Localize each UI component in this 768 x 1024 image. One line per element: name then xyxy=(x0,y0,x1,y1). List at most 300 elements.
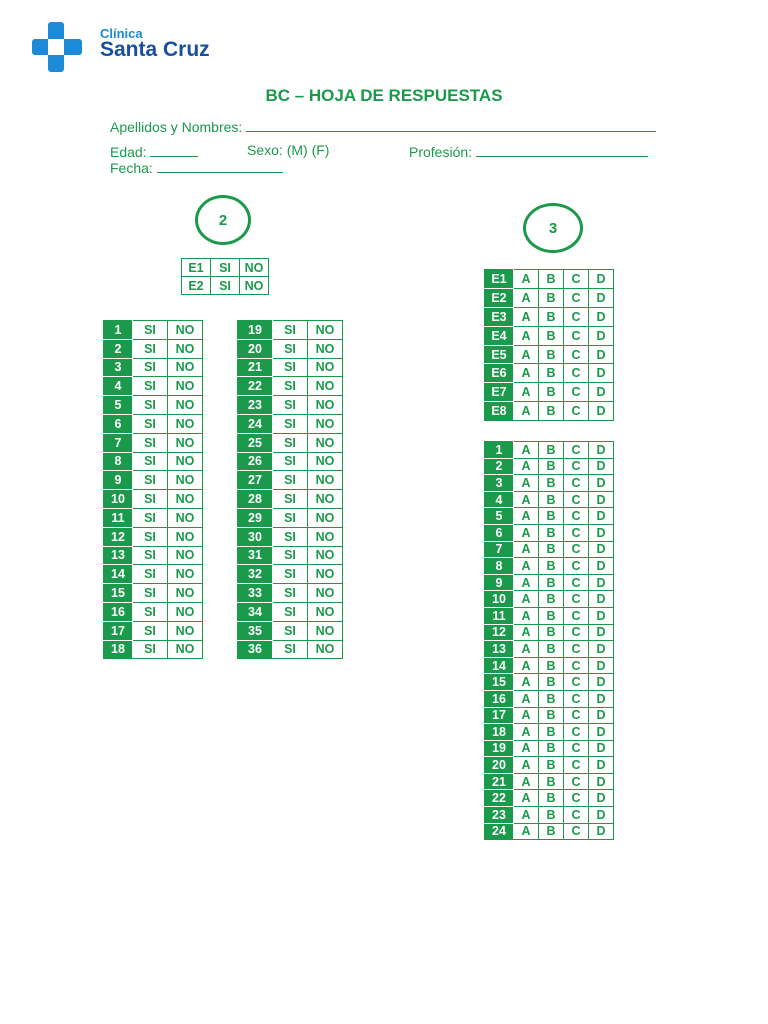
answer-option-c[interactable]: C xyxy=(564,458,589,475)
answer-row xyxy=(485,757,614,774)
answer-option-no[interactable]: NO xyxy=(308,396,343,415)
answer-row xyxy=(485,307,614,326)
answer-option-no[interactable]: NO xyxy=(168,584,203,603)
answer-option-c[interactable]: C xyxy=(564,491,589,508)
answer-option-b[interactable]: B xyxy=(539,740,564,757)
answer-row xyxy=(238,433,343,452)
answer-option-c[interactable]: C xyxy=(564,757,589,774)
answer-option-a[interactable]: A xyxy=(514,558,539,575)
answer-option-no[interactable]: NO xyxy=(308,508,343,527)
answer-option-b[interactable]: B xyxy=(539,541,564,558)
answer-option-d[interactable]: D xyxy=(589,364,614,383)
answer-option-b[interactable]: B xyxy=(539,690,564,707)
answer-option-a[interactable]: A xyxy=(514,607,539,624)
answer-option-b[interactable]: B xyxy=(539,607,564,624)
question-number: 8 xyxy=(485,558,514,575)
answer-option-c[interactable]: C xyxy=(564,607,589,624)
answer-option-b[interactable]: B xyxy=(539,724,564,741)
answer-option-si[interactable]: SI xyxy=(133,527,168,546)
answer-option-c[interactable]: C xyxy=(564,508,589,525)
answer-option-no[interactable]: NO xyxy=(308,321,343,340)
answer-row xyxy=(238,452,343,471)
answer-option-si[interactable]: SI xyxy=(133,565,168,584)
question-number: 7 xyxy=(485,541,514,558)
answer-option-d[interactable]: D xyxy=(589,823,614,840)
sexo-field[interactable] xyxy=(247,142,329,158)
answer-option-b[interactable]: B xyxy=(539,307,564,326)
question-number: E1 xyxy=(182,259,211,277)
fecha-field[interactable] xyxy=(110,158,283,176)
question-number: 11 xyxy=(485,607,514,624)
answer-row xyxy=(182,277,269,295)
answer-option-no[interactable]: NO xyxy=(168,414,203,433)
question-number: 9 xyxy=(485,574,514,591)
section-2-marker: 2 xyxy=(195,195,251,245)
question-number: 33 xyxy=(238,584,273,603)
answer-option-c[interactable]: C xyxy=(564,345,589,364)
answer-option-a[interactable]: A xyxy=(514,674,539,691)
fecha-label: Fecha: xyxy=(110,160,153,176)
answer-option-b[interactable]: B xyxy=(539,790,564,807)
answer-option-si[interactable]: SI xyxy=(133,414,168,433)
answer-option-b[interactable]: B xyxy=(539,773,564,790)
section-2-col2-table xyxy=(237,320,343,659)
answer-option-b[interactable]: B xyxy=(539,288,564,307)
answer-option-a[interactable]: A xyxy=(514,458,539,475)
answer-option-no[interactable]: NO xyxy=(168,527,203,546)
answer-row xyxy=(238,565,343,584)
question-number: 30 xyxy=(238,527,273,546)
answer-option-c[interactable]: C xyxy=(564,288,589,307)
answer-option-c[interactable]: C xyxy=(564,541,589,558)
answer-option-si[interactable]: SI xyxy=(133,452,168,471)
answer-row xyxy=(485,442,614,459)
answer-option-no[interactable]: NO xyxy=(308,490,343,509)
answer-option-c[interactable]: C xyxy=(564,657,589,674)
answer-option-c[interactable]: C xyxy=(564,558,589,575)
answer-option-b[interactable]: B xyxy=(539,383,564,402)
answer-option-si[interactable]: SI xyxy=(273,640,308,659)
answer-option-d[interactable]: D xyxy=(589,690,614,707)
answer-row xyxy=(238,377,343,396)
answer-option-d[interactable]: D xyxy=(589,740,614,757)
answer-option-si[interactable]: SI xyxy=(133,377,168,396)
nombres-field[interactable] xyxy=(110,117,656,135)
answer-option-a[interactable]: A xyxy=(514,270,539,289)
answer-row xyxy=(485,607,614,624)
answer-option-d[interactable]: D xyxy=(589,657,614,674)
fecha-line[interactable] xyxy=(157,158,283,173)
answer-option-si[interactable]: SI xyxy=(273,377,308,396)
answer-option-d[interactable]: D xyxy=(589,326,614,345)
answer-option-d[interactable]: D xyxy=(589,558,614,575)
answer-option-c[interactable]: C xyxy=(564,773,589,790)
question-number: 16 xyxy=(485,690,514,707)
answer-option-a[interactable]: A xyxy=(514,724,539,741)
question-number: 31 xyxy=(238,546,273,565)
answer-option-a[interactable]: A xyxy=(514,641,539,658)
answer-option-si[interactable]: SI xyxy=(211,277,240,295)
answer-option-no[interactable]: NO xyxy=(308,471,343,490)
answer-option-b[interactable]: B xyxy=(539,270,564,289)
answer-option-si[interactable]: SI xyxy=(133,321,168,340)
question-number: 18 xyxy=(485,724,514,741)
section-2-examples-table xyxy=(181,258,269,295)
answer-option-a[interactable]: A xyxy=(514,757,539,774)
question-number: 4 xyxy=(485,491,514,508)
answer-row xyxy=(485,740,614,757)
answer-option-a[interactable]: A xyxy=(514,773,539,790)
answer-option-no[interactable]: NO xyxy=(308,527,343,546)
answer-option-no[interactable]: NO xyxy=(168,640,203,659)
question-number: 12 xyxy=(485,624,514,641)
answer-option-si[interactable]: SI xyxy=(273,546,308,565)
answer-row xyxy=(238,358,343,377)
answer-option-si[interactable]: SI xyxy=(133,339,168,358)
answer-option-a[interactable]: A xyxy=(514,807,539,824)
answer-option-d[interactable]: D xyxy=(589,624,614,641)
answer-option-b[interactable]: B xyxy=(539,524,564,541)
answer-row xyxy=(238,471,343,490)
answer-row xyxy=(485,458,614,475)
question-number: 36 xyxy=(238,640,273,659)
question-number: 15 xyxy=(485,674,514,691)
question-number: 4 xyxy=(104,377,133,396)
answer-option-b[interactable]: B xyxy=(539,574,564,591)
answer-row xyxy=(238,414,343,433)
answer-option-c[interactable]: C xyxy=(564,807,589,824)
answer-option-no[interactable]: NO xyxy=(168,471,203,490)
answer-row xyxy=(104,452,203,471)
answer-option-si[interactable]: SI xyxy=(273,358,308,377)
answer-option-a[interactable]: A xyxy=(514,740,539,757)
answer-option-no[interactable]: NO xyxy=(240,259,269,277)
answer-option-si[interactable]: SI xyxy=(273,584,308,603)
answer-row xyxy=(104,602,203,621)
answer-row xyxy=(485,326,614,345)
question-number: 11 xyxy=(104,508,133,527)
answer-option-c[interactable]: C xyxy=(564,707,589,724)
answer-option-no[interactable]: NO xyxy=(308,602,343,621)
answer-option-no[interactable]: NO xyxy=(308,339,343,358)
answer-option-a[interactable]: A xyxy=(514,442,539,459)
answer-option-d[interactable]: D xyxy=(589,674,614,691)
answer-option-a[interactable]: A xyxy=(514,326,539,345)
question-number: 19 xyxy=(238,321,273,340)
question-number: 9 xyxy=(104,471,133,490)
answer-option-b[interactable]: B xyxy=(539,707,564,724)
answer-option-b[interactable]: B xyxy=(539,442,564,459)
answer-option-a[interactable]: A xyxy=(514,707,539,724)
answer-option-d[interactable]: D xyxy=(589,541,614,558)
section-2-col1-table xyxy=(103,320,203,659)
answer-option-d[interactable]: D xyxy=(589,458,614,475)
answer-option-no[interactable]: NO xyxy=(308,584,343,603)
answer-option-si[interactable]: SI xyxy=(273,621,308,640)
answer-option-d[interactable]: D xyxy=(589,270,614,289)
answer-option-d[interactable]: D xyxy=(589,475,614,492)
answer-option-d[interactable]: D xyxy=(589,288,614,307)
answer-option-a[interactable]: A xyxy=(514,574,539,591)
question-number: 22 xyxy=(238,377,273,396)
answer-row xyxy=(485,641,614,658)
answer-option-si[interactable]: SI xyxy=(133,584,168,603)
profesion-line[interactable] xyxy=(476,142,648,157)
answer-option-no[interactable]: NO xyxy=(168,377,203,396)
question-number: 22 xyxy=(485,790,514,807)
answer-option-d[interactable]: D xyxy=(589,757,614,774)
answer-option-no[interactable]: NO xyxy=(168,396,203,415)
answer-option-no[interactable]: NO xyxy=(240,277,269,295)
question-number: 2 xyxy=(485,458,514,475)
answer-option-b[interactable]: B xyxy=(539,807,564,824)
answer-row xyxy=(485,491,614,508)
question-number: 5 xyxy=(104,396,133,415)
answer-option-si[interactable]: SI xyxy=(133,358,168,377)
answer-option-a[interactable]: A xyxy=(514,307,539,326)
answer-option-d[interactable]: D xyxy=(589,307,614,326)
answer-option-a[interactable]: A xyxy=(514,690,539,707)
answer-option-no[interactable]: NO xyxy=(308,640,343,659)
question-number: 27 xyxy=(238,471,273,490)
answer-option-c[interactable]: C xyxy=(564,270,589,289)
answer-option-c[interactable]: C xyxy=(564,402,589,421)
answer-row xyxy=(104,640,203,659)
answer-option-si[interactable]: SI xyxy=(133,640,168,659)
answer-option-d[interactable]: D xyxy=(589,402,614,421)
question-number: 20 xyxy=(485,757,514,774)
answer-option-c[interactable]: C xyxy=(564,690,589,707)
question-number: E3 xyxy=(485,307,514,326)
answer-option-si[interactable]: SI xyxy=(133,471,168,490)
answer-option-si[interactable]: SI xyxy=(273,508,308,527)
answer-option-no[interactable]: NO xyxy=(308,565,343,584)
question-number: 32 xyxy=(238,565,273,584)
answer-option-no[interactable]: NO xyxy=(168,339,203,358)
answer-option-a[interactable]: A xyxy=(514,402,539,421)
answer-option-c[interactable]: C xyxy=(564,624,589,641)
answer-option-b[interactable]: B xyxy=(539,402,564,421)
answer-option-si[interactable]: SI xyxy=(133,621,168,640)
answer-option-no[interactable]: NO xyxy=(168,321,203,340)
answer-row xyxy=(485,524,614,541)
answer-row xyxy=(238,321,343,340)
answer-option-b[interactable]: B xyxy=(539,624,564,641)
question-number: E2 xyxy=(485,288,514,307)
answer-option-b[interactable]: B xyxy=(539,657,564,674)
answer-option-d[interactable]: D xyxy=(589,574,614,591)
answer-option-a[interactable]: A xyxy=(514,524,539,541)
answer-option-no[interactable]: NO xyxy=(308,452,343,471)
answer-option-c[interactable]: C xyxy=(564,364,589,383)
answer-option-a[interactable]: A xyxy=(514,823,539,840)
answer-option-si[interactable]: SI xyxy=(273,321,308,340)
answer-option-b[interactable]: B xyxy=(539,823,564,840)
answer-option-d[interactable]: D xyxy=(589,383,614,402)
question-number: 1 xyxy=(104,321,133,340)
answer-option-no[interactable]: NO xyxy=(308,546,343,565)
question-number: 16 xyxy=(104,602,133,621)
answer-row xyxy=(104,377,203,396)
answer-option-c[interactable]: C xyxy=(564,524,589,541)
answer-option-b[interactable]: B xyxy=(539,475,564,492)
answer-option-a[interactable]: A xyxy=(514,491,539,508)
answer-option-d[interactable]: D xyxy=(589,442,614,459)
answer-option-c[interactable]: C xyxy=(564,641,589,658)
answer-row xyxy=(238,546,343,565)
answer-option-si[interactable]: SI xyxy=(273,452,308,471)
answer-option-d[interactable]: D xyxy=(589,607,614,624)
answer-option-d[interactable]: D xyxy=(589,790,614,807)
answer-option-no[interactable]: NO xyxy=(168,621,203,640)
answer-option-si[interactable]: SI xyxy=(133,396,168,415)
answer-row xyxy=(238,490,343,509)
answer-row xyxy=(238,508,343,527)
answer-option-si[interactable]: SI xyxy=(273,471,308,490)
answer-option-a[interactable]: A xyxy=(514,345,539,364)
answer-option-si[interactable]: SI xyxy=(211,259,240,277)
answer-option-no[interactable]: NO xyxy=(308,414,343,433)
question-number: 23 xyxy=(485,807,514,824)
answer-option-d[interactable]: D xyxy=(589,345,614,364)
answer-option-c[interactable]: C xyxy=(564,307,589,326)
answer-row xyxy=(485,508,614,525)
question-number: 6 xyxy=(485,524,514,541)
question-number: 26 xyxy=(238,452,273,471)
answer-option-si[interactable]: SI xyxy=(133,433,168,452)
answer-option-si[interactable]: SI xyxy=(273,396,308,415)
answer-option-d[interactable]: D xyxy=(589,591,614,608)
answer-option-si[interactable]: SI xyxy=(133,490,168,509)
question-number: 10 xyxy=(485,591,514,608)
edad-line[interactable] xyxy=(150,142,198,157)
answer-option-no[interactable]: NO xyxy=(308,377,343,396)
answer-option-b[interactable]: B xyxy=(539,345,564,364)
answer-row xyxy=(485,773,614,790)
answer-row xyxy=(238,640,343,659)
question-number: 25 xyxy=(238,433,273,452)
question-number: E6 xyxy=(485,364,514,383)
answer-option-a[interactable]: A xyxy=(514,288,539,307)
answer-option-no[interactable]: NO xyxy=(168,452,203,471)
answer-option-d[interactable]: D xyxy=(589,773,614,790)
question-number: 24 xyxy=(238,414,273,433)
answer-row xyxy=(238,584,343,603)
answer-option-c[interactable]: C xyxy=(564,724,589,741)
answer-option-d[interactable]: D xyxy=(589,491,614,508)
answer-option-c[interactable]: C xyxy=(564,442,589,459)
question-number: 23 xyxy=(238,396,273,415)
answer-row xyxy=(485,574,614,591)
nombres-line[interactable] xyxy=(246,117,656,132)
answer-option-a[interactable]: A xyxy=(514,508,539,525)
answer-option-a[interactable]: A xyxy=(514,657,539,674)
answer-option-si[interactable]: SI xyxy=(273,339,308,358)
answer-option-si[interactable]: SI xyxy=(273,414,308,433)
profesion-field[interactable] xyxy=(409,142,648,160)
answer-option-si[interactable]: SI xyxy=(273,490,308,509)
answer-option-a[interactable]: A xyxy=(514,790,539,807)
answer-option-b[interactable]: B xyxy=(539,508,564,525)
answer-option-d[interactable]: D xyxy=(589,508,614,525)
answer-option-c[interactable]: C xyxy=(564,674,589,691)
question-number: 17 xyxy=(485,707,514,724)
answer-row xyxy=(485,690,614,707)
answer-option-c[interactable]: C xyxy=(564,574,589,591)
question-number: 20 xyxy=(238,339,273,358)
question-number: 21 xyxy=(485,773,514,790)
answer-option-no[interactable]: NO xyxy=(168,358,203,377)
answer-option-b[interactable]: B xyxy=(539,757,564,774)
answer-option-c[interactable]: C xyxy=(564,823,589,840)
edad-label: Edad: xyxy=(110,144,147,160)
answer-option-si[interactable]: SI xyxy=(133,508,168,527)
answer-option-b[interactable]: B xyxy=(539,458,564,475)
answer-option-a[interactable]: A xyxy=(514,383,539,402)
answer-option-no[interactable]: NO xyxy=(308,621,343,640)
answer-option-c[interactable]: C xyxy=(564,591,589,608)
answer-option-c[interactable]: C xyxy=(564,740,589,757)
answer-option-si[interactable]: SI xyxy=(273,565,308,584)
answer-option-si[interactable]: SI xyxy=(273,602,308,621)
answer-row xyxy=(485,674,614,691)
answer-option-b[interactable]: B xyxy=(539,641,564,658)
answer-option-d[interactable]: D xyxy=(589,707,614,724)
answer-option-b[interactable]: B xyxy=(539,364,564,383)
answer-option-no[interactable]: NO xyxy=(168,508,203,527)
answer-option-c[interactable]: C xyxy=(564,326,589,345)
answer-option-d[interactable]: D xyxy=(589,524,614,541)
answer-option-no[interactable]: NO xyxy=(308,358,343,377)
section-3-items-table xyxy=(484,441,614,840)
answer-option-b[interactable]: B xyxy=(539,491,564,508)
answer-option-si[interactable]: SI xyxy=(273,527,308,546)
answer-option-d[interactable]: D xyxy=(589,807,614,824)
answer-option-b[interactable]: B xyxy=(539,558,564,575)
answer-option-no[interactable]: NO xyxy=(168,602,203,621)
answer-option-d[interactable]: D xyxy=(589,641,614,658)
answer-option-a[interactable]: A xyxy=(514,541,539,558)
answer-row xyxy=(485,724,614,741)
answer-option-no[interactable]: NO xyxy=(168,433,203,452)
answer-option-c[interactable]: C xyxy=(564,383,589,402)
answer-option-a[interactable]: A xyxy=(514,475,539,492)
nombres-label: Apellidos y Nombres: xyxy=(110,119,243,135)
answer-option-c[interactable]: C xyxy=(564,790,589,807)
answer-option-no[interactable]: NO xyxy=(308,433,343,452)
answer-option-b[interactable]: B xyxy=(539,326,564,345)
answer-option-si[interactable]: SI xyxy=(133,546,168,565)
answer-option-si[interactable]: SI xyxy=(133,602,168,621)
answer-option-b[interactable]: B xyxy=(539,591,564,608)
answer-option-a[interactable]: A xyxy=(514,624,539,641)
answer-option-no[interactable]: NO xyxy=(168,546,203,565)
answer-option-no[interactable]: NO xyxy=(168,565,203,584)
question-number: E8 xyxy=(485,402,514,421)
answer-option-d[interactable]: D xyxy=(589,724,614,741)
answer-row xyxy=(104,546,203,565)
answer-option-a[interactable]: A xyxy=(514,364,539,383)
question-number: 24 xyxy=(485,823,514,840)
answer-option-no[interactable]: NO xyxy=(168,490,203,509)
answer-option-c[interactable]: C xyxy=(564,475,589,492)
question-number: 1 xyxy=(485,442,514,459)
answer-option-si[interactable]: SI xyxy=(273,433,308,452)
answer-option-a[interactable]: A xyxy=(514,591,539,608)
question-number: 3 xyxy=(104,358,133,377)
answer-row xyxy=(104,527,203,546)
answer-option-b[interactable]: B xyxy=(539,674,564,691)
